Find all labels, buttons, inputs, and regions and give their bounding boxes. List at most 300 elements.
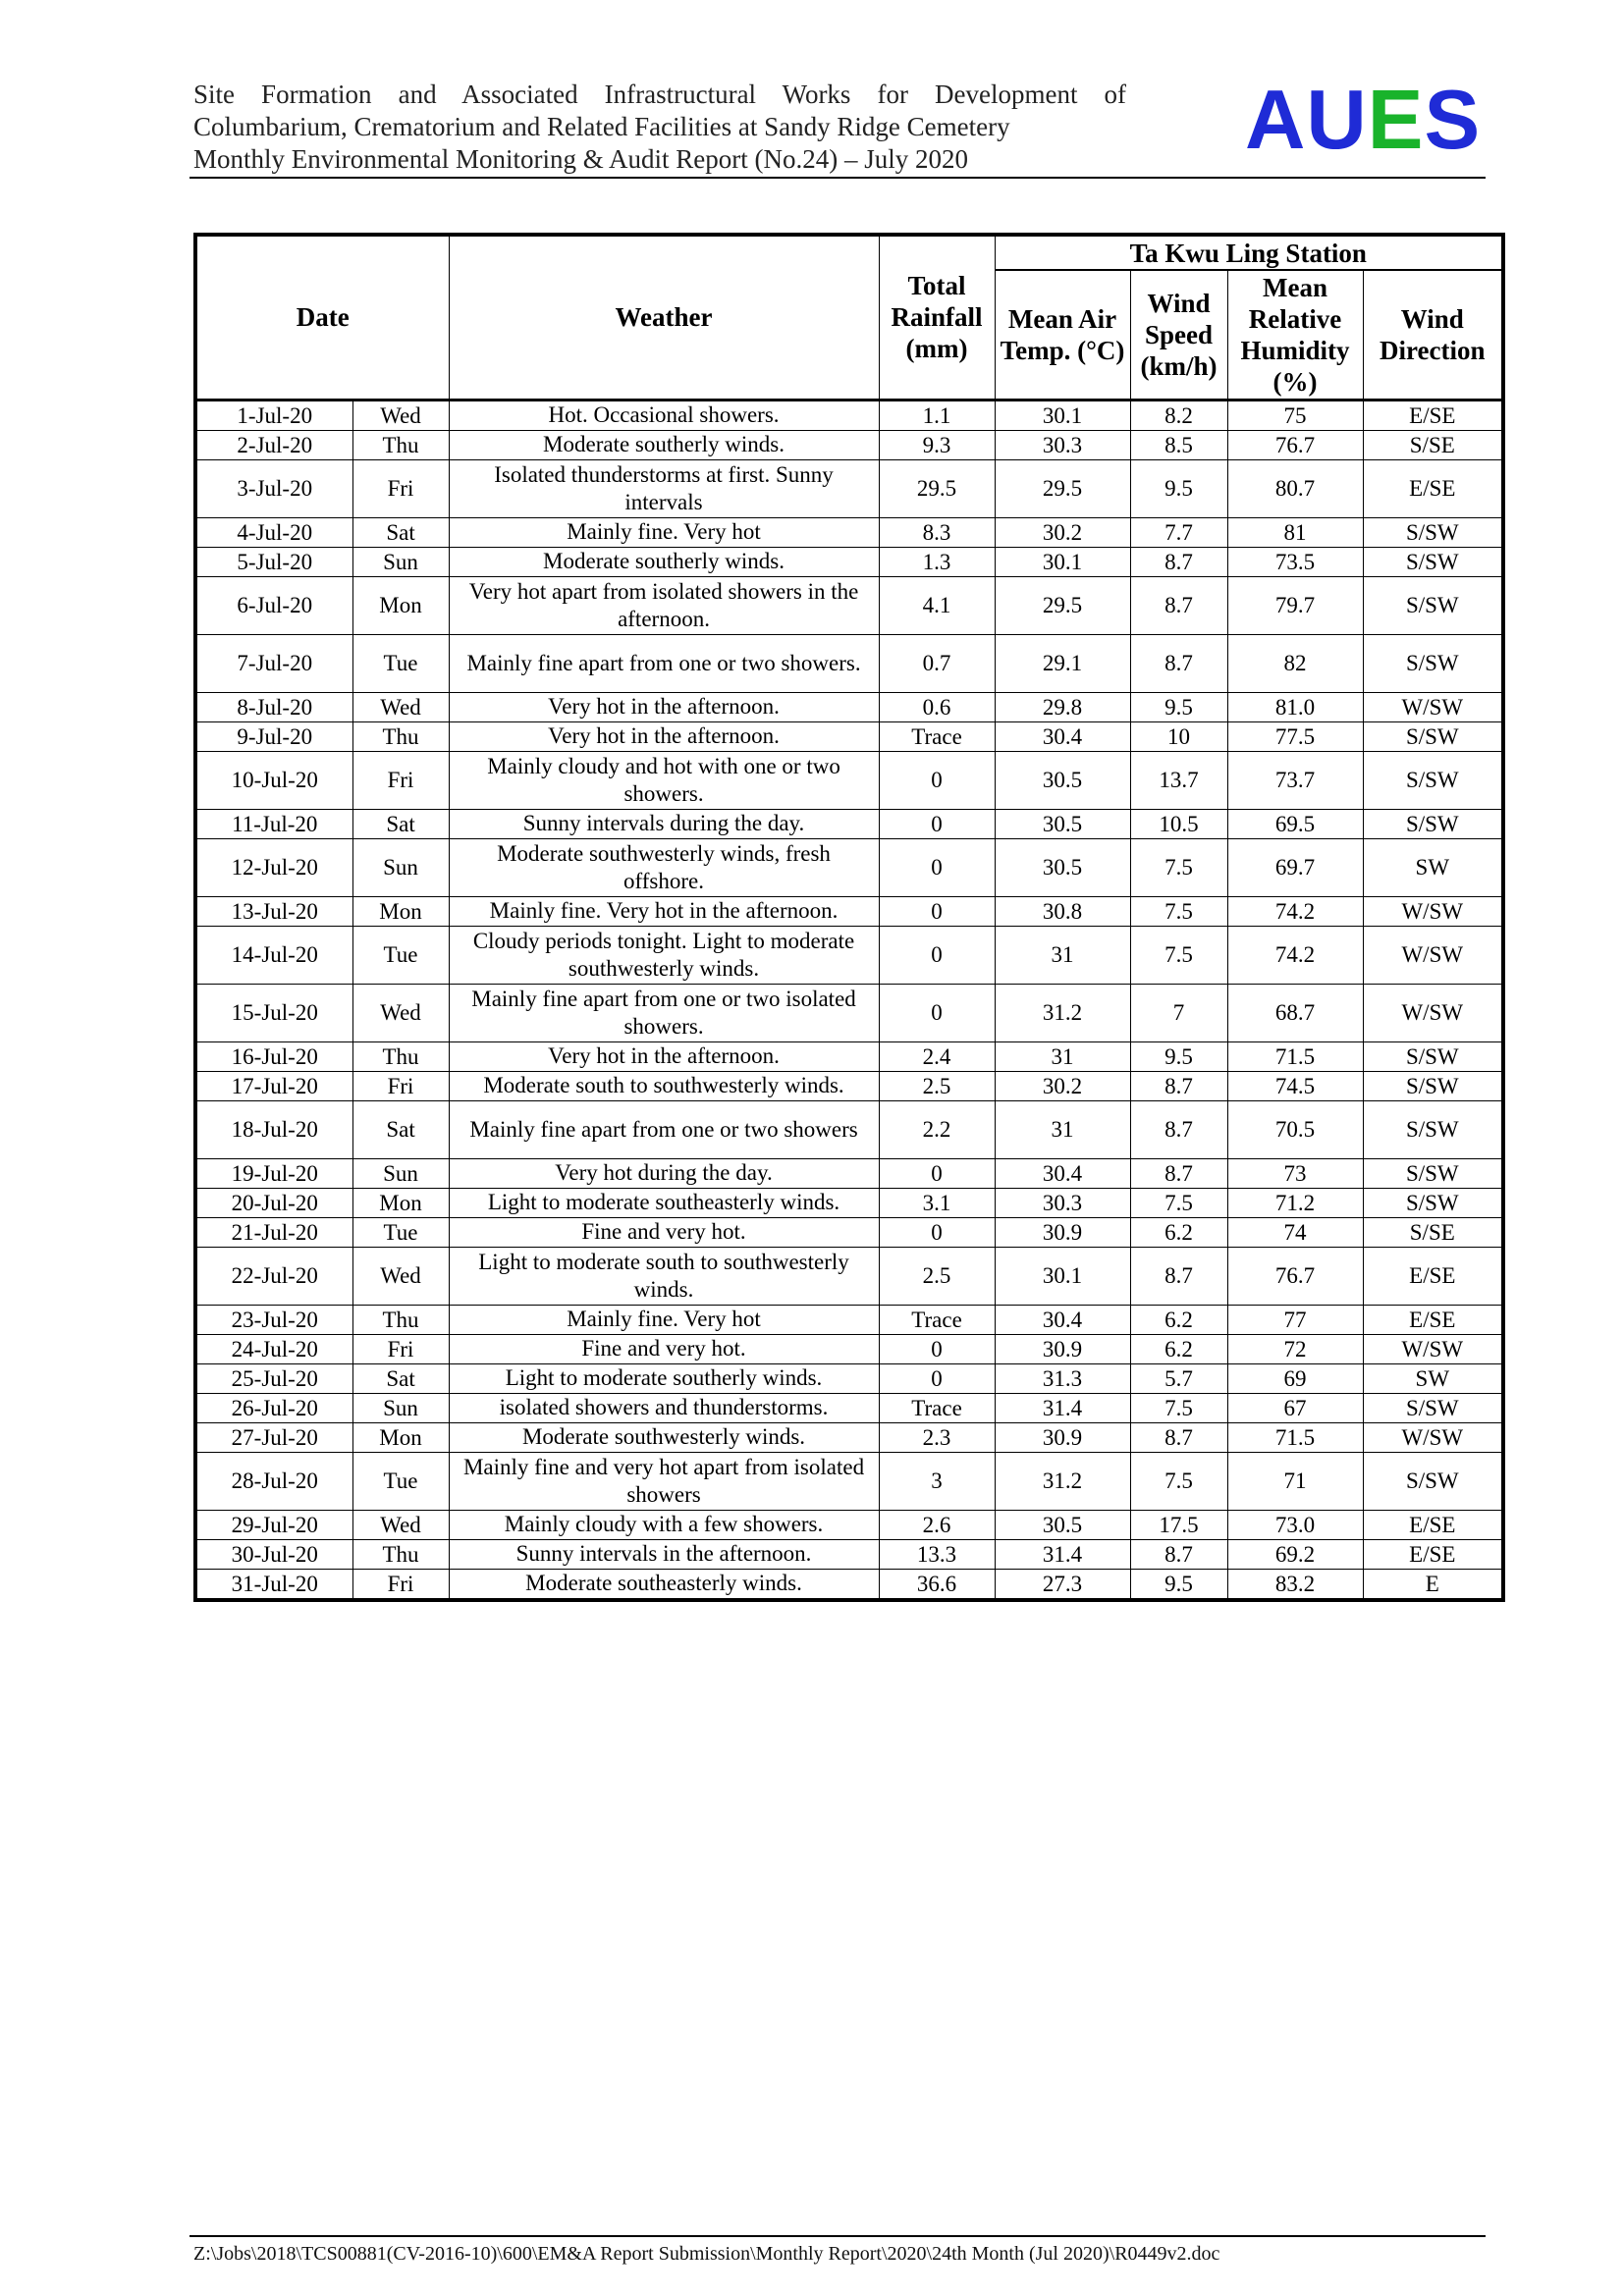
- table-row: [195, 1510, 1503, 1539]
- rainfall-cell: 0: [879, 926, 995, 984]
- table-row: [195, 1363, 1503, 1393]
- weather-cell: Mainly fine apart from one or two isolated showers.: [449, 984, 879, 1041]
- weather-table: [193, 233, 1505, 1602]
- date-cell: 3-Jul-20: [195, 459, 352, 517]
- temp-cell: 30.9: [995, 1334, 1130, 1363]
- humidity-cell: 71.2: [1227, 1188, 1363, 1217]
- table-row: [195, 721, 1503, 751]
- rainfall-cell: 0: [879, 984, 995, 1041]
- humidity-cell: 71: [1227, 1452, 1363, 1510]
- day-cell: Thu: [352, 721, 449, 751]
- wind-direction-cell: S/SW: [1363, 1452, 1503, 1510]
- table-row: [195, 517, 1503, 547]
- table-row: [195, 1217, 1503, 1247]
- temp-cell: 29.8: [995, 692, 1130, 721]
- weather-cell: Sunny intervals in the afternoon.: [449, 1539, 879, 1569]
- wind-speed-cell: 8.7: [1130, 1247, 1227, 1305]
- wind-direction-cell: E: [1363, 1569, 1503, 1600]
- wind-direction-cell: S/SW: [1363, 751, 1503, 809]
- table-row: [195, 1569, 1503, 1600]
- table-row: [195, 692, 1503, 721]
- header-weather: Weather: [449, 235, 879, 400]
- table-row: [195, 838, 1503, 896]
- table-row: [195, 896, 1503, 926]
- date-cell: 31-Jul-20: [195, 1569, 352, 1600]
- date-cell: 1-Jul-20: [195, 400, 352, 430]
- table-row: [195, 1041, 1503, 1071]
- humidity-cell: 74: [1227, 1217, 1363, 1247]
- humidity-cell: 73.5: [1227, 547, 1363, 576]
- temp-cell: 30.4: [995, 1158, 1130, 1188]
- wind-direction-cell: S/SW: [1363, 721, 1503, 751]
- weather-cell: Mainly fine. Very hot in the afternoon.: [449, 896, 879, 926]
- weather-cell: Light to moderate southerly winds.: [449, 1363, 879, 1393]
- wind-speed-cell: 9.5: [1130, 459, 1227, 517]
- wind-direction-cell: W/SW: [1363, 926, 1503, 984]
- date-cell: 30-Jul-20: [195, 1539, 352, 1569]
- humidity-cell: 70.5: [1227, 1100, 1363, 1158]
- wind-speed-cell: 8.5: [1130, 430, 1227, 459]
- day-cell: Fri: [352, 459, 449, 517]
- day-cell: Fri: [352, 1334, 449, 1363]
- wind-direction-cell: S/SW: [1363, 576, 1503, 634]
- temp-cell: 30.4: [995, 1305, 1130, 1334]
- temp-cell: 30.5: [995, 809, 1130, 838]
- day-cell: Fri: [352, 751, 449, 809]
- weather-cell: Mainly fine apart from one or two showers: [449, 1100, 879, 1158]
- table-row: [195, 751, 1503, 809]
- date-cell: 22-Jul-20: [195, 1247, 352, 1305]
- weather-cell: Very hot in the afternoon.: [449, 721, 879, 751]
- wind-direction-cell: S/SE: [1363, 430, 1503, 459]
- humidity-cell: 77: [1227, 1305, 1363, 1334]
- wind-speed-cell: 8.7: [1130, 1539, 1227, 1569]
- wind-speed-cell: 9.5: [1130, 692, 1227, 721]
- day-cell: Thu: [352, 1041, 449, 1071]
- table-row: [195, 1188, 1503, 1217]
- table-row: [195, 634, 1503, 692]
- temp-cell: 30.4: [995, 721, 1130, 751]
- day-cell: Thu: [352, 1539, 449, 1569]
- day-cell: Fri: [352, 1071, 449, 1100]
- temp-cell: 30.1: [995, 1247, 1130, 1305]
- header-temp: Mean Air Temp. (°C): [995, 270, 1130, 400]
- rainfall-cell: 13.3: [879, 1539, 995, 1569]
- date-cell: 26-Jul-20: [195, 1393, 352, 1422]
- header-date: Date: [195, 235, 449, 400]
- wind-speed-cell: 10: [1130, 721, 1227, 751]
- header-rainfall: Total Rainfall (mm): [879, 235, 995, 400]
- header-wind-direction: Wind Direction: [1363, 270, 1503, 400]
- date-cell: 29-Jul-20: [195, 1510, 352, 1539]
- footer-divider: [189, 2235, 1486, 2237]
- temp-cell: 31: [995, 1100, 1130, 1158]
- wind-speed-cell: 9.5: [1130, 1569, 1227, 1600]
- humidity-cell: 75: [1227, 400, 1363, 430]
- temp-cell: 30.5: [995, 751, 1130, 809]
- rainfall-cell: 4.1: [879, 576, 995, 634]
- wind-direction-cell: W/SW: [1363, 984, 1503, 1041]
- rainfall-cell: 1.1: [879, 400, 995, 430]
- day-cell: Tue: [352, 926, 449, 984]
- day-cell: Mon: [352, 576, 449, 634]
- humidity-cell: 76.7: [1227, 430, 1363, 459]
- weather-cell: Moderate southerly winds.: [449, 430, 879, 459]
- humidity-cell: 73: [1227, 1158, 1363, 1188]
- date-cell: 21-Jul-20: [195, 1217, 352, 1247]
- rainfall-cell: 2.5: [879, 1247, 995, 1305]
- rainfall-cell: Trace: [879, 721, 995, 751]
- temp-cell: 30.1: [995, 547, 1130, 576]
- date-cell: 28-Jul-20: [195, 1452, 352, 1510]
- humidity-cell: 82: [1227, 634, 1363, 692]
- date-cell: 20-Jul-20: [195, 1188, 352, 1217]
- wind-direction-cell: S/SW: [1363, 634, 1503, 692]
- weather-cell: Very hot during the day.: [449, 1158, 879, 1188]
- date-cell: 25-Jul-20: [195, 1363, 352, 1393]
- day-cell: Sun: [352, 838, 449, 896]
- date-cell: 27-Jul-20: [195, 1422, 352, 1452]
- temp-cell: 30.3: [995, 430, 1130, 459]
- humidity-cell: 69.5: [1227, 809, 1363, 838]
- date-cell: 4-Jul-20: [195, 517, 352, 547]
- wind-speed-cell: 8.7: [1130, 576, 1227, 634]
- wind-speed-cell: 13.7: [1130, 751, 1227, 809]
- day-cell: Sat: [352, 1100, 449, 1158]
- wind-direction-cell: SW: [1363, 1363, 1503, 1393]
- temp-cell: 30.2: [995, 517, 1130, 547]
- wind-speed-cell: 6.2: [1130, 1334, 1227, 1363]
- humidity-cell: 69.7: [1227, 838, 1363, 896]
- rainfall-cell: 2.3: [879, 1422, 995, 1452]
- logo-letter: E: [1367, 74, 1425, 167]
- weather-cell: Fine and very hot.: [449, 1334, 879, 1363]
- temp-cell: 27.3: [995, 1569, 1130, 1600]
- humidity-cell: 81.0: [1227, 692, 1363, 721]
- table-row: [195, 1393, 1503, 1422]
- rainfall-cell: 36.6: [879, 1569, 995, 1600]
- wind-direction-cell: W/SW: [1363, 1334, 1503, 1363]
- wind-direction-cell: E/SE: [1363, 1510, 1503, 1539]
- header-line-3: Monthly Environmental Monitoring & Audit Report (No.24) – July 2020: [193, 144, 968, 174]
- day-cell: Sun: [352, 547, 449, 576]
- weather-table-body: [195, 400, 1503, 1600]
- humidity-cell: 80.7: [1227, 459, 1363, 517]
- day-cell: Wed: [352, 400, 449, 430]
- wind-direction-cell: S/SW: [1363, 517, 1503, 547]
- date-cell: 23-Jul-20: [195, 1305, 352, 1334]
- rainfall-cell: 29.5: [879, 459, 995, 517]
- date-cell: 11-Jul-20: [195, 809, 352, 838]
- wind-direction-cell: W/SW: [1363, 1422, 1503, 1452]
- weather-cell: Moderate southerly winds.: [449, 547, 879, 576]
- day-cell: Mon: [352, 896, 449, 926]
- table-row: [195, 1452, 1503, 1510]
- weather-cell: Moderate south to southwesterly winds.: [449, 1071, 879, 1100]
- table-row: [195, 1334, 1503, 1363]
- rainfall-cell: 0.6: [879, 692, 995, 721]
- rainfall-cell: 0: [879, 896, 995, 926]
- wind-speed-cell: 7.5: [1130, 896, 1227, 926]
- rainfall-cell: Trace: [879, 1305, 995, 1334]
- date-cell: 16-Jul-20: [195, 1041, 352, 1071]
- weather-cell: Mainly fine. Very hot: [449, 1305, 879, 1334]
- header-divider: [189, 177, 1486, 179]
- day-cell: Tue: [352, 634, 449, 692]
- logo-letter: U: [1306, 74, 1368, 167]
- weather-cell: Moderate southwesterly winds.: [449, 1422, 879, 1452]
- table-row: [195, 926, 1503, 984]
- wind-direction-cell: S/SW: [1363, 1188, 1503, 1217]
- humidity-cell: 76.7: [1227, 1247, 1363, 1305]
- day-cell: Tue: [352, 1217, 449, 1247]
- day-cell: Fri: [352, 1569, 449, 1600]
- wind-speed-cell: 9.5: [1130, 1041, 1227, 1071]
- day-cell: Sat: [352, 517, 449, 547]
- wind-direction-cell: E/SE: [1363, 400, 1503, 430]
- temp-cell: 31: [995, 926, 1130, 984]
- wind-speed-cell: 8.7: [1130, 634, 1227, 692]
- aues-logo: [1245, 74, 1482, 167]
- table-row: [195, 1305, 1503, 1334]
- date-cell: 2-Jul-20: [195, 430, 352, 459]
- weather-cell: Light to moderate south to southwesterly winds.: [449, 1247, 879, 1305]
- day-cell: Wed: [352, 984, 449, 1041]
- weather-cell: Mainly cloudy with a few showers.: [449, 1510, 879, 1539]
- temp-cell: 31.4: [995, 1393, 1130, 1422]
- header-line-2: Columbarium, Crematorium and Related Facilities at Sandy Ridge Cemetery: [193, 112, 1010, 141]
- wind-speed-cell: 8.7: [1130, 1100, 1227, 1158]
- date-cell: 7-Jul-20: [195, 634, 352, 692]
- humidity-cell: 69: [1227, 1363, 1363, 1393]
- table-row: [195, 1158, 1503, 1188]
- humidity-cell: 74.2: [1227, 926, 1363, 984]
- logo-letter: S: [1424, 74, 1482, 167]
- weather-cell: Moderate southwesterly winds, fresh offshore.: [449, 838, 879, 896]
- wind-direction-cell: S/SW: [1363, 1071, 1503, 1100]
- wind-direction-cell: S/SW: [1363, 1393, 1503, 1422]
- weather-cell: Mainly fine. Very hot: [449, 517, 879, 547]
- wind-speed-cell: 17.5: [1130, 1510, 1227, 1539]
- wind-direction-cell: S/SW: [1363, 1041, 1503, 1071]
- day-cell: Wed: [352, 692, 449, 721]
- rainfall-cell: Trace: [879, 1393, 995, 1422]
- day-cell: Tue: [352, 1452, 449, 1510]
- rainfall-cell: 0: [879, 1363, 995, 1393]
- table-row: [195, 1247, 1503, 1305]
- day-cell: Sat: [352, 809, 449, 838]
- report-header: [193, 79, 1126, 176]
- header-station: Ta Kwu Ling Station: [995, 235, 1503, 270]
- rainfall-cell: 0: [879, 1334, 995, 1363]
- wind-speed-cell: 8.7: [1130, 547, 1227, 576]
- date-cell: 10-Jul-20: [195, 751, 352, 809]
- date-cell: 18-Jul-20: [195, 1100, 352, 1158]
- temp-cell: 30.8: [995, 896, 1130, 926]
- date-cell: 5-Jul-20: [195, 547, 352, 576]
- date-cell: 24-Jul-20: [195, 1334, 352, 1363]
- rainfall-cell: 8.3: [879, 517, 995, 547]
- table-row: [195, 459, 1503, 517]
- day-cell: Wed: [352, 1247, 449, 1305]
- temp-cell: 30.3: [995, 1188, 1130, 1217]
- rainfall-cell: 2.4: [879, 1041, 995, 1071]
- wind-speed-cell: 7.5: [1130, 1452, 1227, 1510]
- temp-cell: 31.2: [995, 1452, 1130, 1510]
- weather-cell: Mainly fine apart from one or two showers.: [449, 634, 879, 692]
- date-cell: 9-Jul-20: [195, 721, 352, 751]
- table-row: [195, 809, 1503, 838]
- temp-cell: 30.9: [995, 1217, 1130, 1247]
- table-row: [195, 1100, 1503, 1158]
- weather-cell: Hot. Occasional showers.: [449, 400, 879, 430]
- temp-cell: 31.4: [995, 1539, 1130, 1569]
- wind-direction-cell: S/SW: [1363, 547, 1503, 576]
- wind-direction-cell: S/SW: [1363, 1158, 1503, 1188]
- day-cell: Mon: [352, 1422, 449, 1452]
- wind-speed-cell: 8.7: [1130, 1071, 1227, 1100]
- weather-cell: Very hot in the afternoon.: [449, 1041, 879, 1071]
- temp-cell: 29.5: [995, 576, 1130, 634]
- weather-cell: Mainly cloudy and hot with one or two showers.: [449, 751, 879, 809]
- humidity-cell: 77.5: [1227, 721, 1363, 751]
- temp-cell: 30.5: [995, 1510, 1130, 1539]
- weather-cell: isolated showers and thunderstorms.: [449, 1393, 879, 1422]
- weather-cell: Moderate southeasterly winds.: [449, 1569, 879, 1600]
- rainfall-cell: 0: [879, 1217, 995, 1247]
- rainfall-cell: 2.5: [879, 1071, 995, 1100]
- humidity-cell: 83.2: [1227, 1569, 1363, 1600]
- table-row: [195, 430, 1503, 459]
- wind-direction-cell: E/SE: [1363, 1305, 1503, 1334]
- rainfall-cell: 2.2: [879, 1100, 995, 1158]
- wind-speed-cell: 6.2: [1130, 1305, 1227, 1334]
- rainfall-cell: 0.7: [879, 634, 995, 692]
- temp-cell: 30.9: [995, 1422, 1130, 1452]
- humidity-cell: 67: [1227, 1393, 1363, 1422]
- humidity-cell: 71.5: [1227, 1422, 1363, 1452]
- wind-direction-cell: S/SW: [1363, 809, 1503, 838]
- wind-direction-cell: W/SW: [1363, 896, 1503, 926]
- humidity-cell: 81: [1227, 517, 1363, 547]
- wind-direction-cell: E/SE: [1363, 459, 1503, 517]
- humidity-cell: 68.7: [1227, 984, 1363, 1041]
- wind-speed-cell: 7.5: [1130, 1393, 1227, 1422]
- date-cell: 14-Jul-20: [195, 926, 352, 984]
- wind-speed-cell: 7.5: [1130, 926, 1227, 984]
- humidity-cell: 73.7: [1227, 751, 1363, 809]
- temp-cell: 30.5: [995, 838, 1130, 896]
- rainfall-cell: 2.6: [879, 1510, 995, 1539]
- date-cell: 13-Jul-20: [195, 896, 352, 926]
- rainfall-cell: 1.3: [879, 547, 995, 576]
- table-row: [195, 1422, 1503, 1452]
- wind-direction-cell: E/SE: [1363, 1539, 1503, 1569]
- date-cell: 6-Jul-20: [195, 576, 352, 634]
- wind-speed-cell: 5.7: [1130, 1363, 1227, 1393]
- table-row: [195, 1071, 1503, 1100]
- humidity-cell: 74.5: [1227, 1071, 1363, 1100]
- day-cell: Wed: [352, 1510, 449, 1539]
- temp-cell: 30.2: [995, 1071, 1130, 1100]
- day-cell: Sun: [352, 1393, 449, 1422]
- day-cell: Thu: [352, 430, 449, 459]
- weather-cell: Fine and very hot.: [449, 1217, 879, 1247]
- rainfall-cell: 9.3: [879, 430, 995, 459]
- wind-speed-cell: 8.2: [1130, 400, 1227, 430]
- rainfall-cell: 3: [879, 1452, 995, 1510]
- weather-cell: Very hot apart from isolated showers in the afternoon.: [449, 576, 879, 634]
- wind-speed-cell: 7.5: [1130, 838, 1227, 896]
- weather-cell: Isolated thunderstorms at first. Sunny intervals: [449, 459, 879, 517]
- header-wind-speed: Wind Speed (km/h): [1130, 270, 1227, 400]
- date-cell: 8-Jul-20: [195, 692, 352, 721]
- date-cell: 17-Jul-20: [195, 1071, 352, 1100]
- header-line-1: Site Formation and Associated Infrastructural Works for Development of: [193, 80, 1126, 109]
- wind-direction-cell: E/SE: [1363, 1247, 1503, 1305]
- wind-speed-cell: 8.7: [1130, 1158, 1227, 1188]
- wind-direction-cell: S/SE: [1363, 1217, 1503, 1247]
- humidity-cell: 72: [1227, 1334, 1363, 1363]
- footer-file-path: Z:\Jobs\2018\TCS00881(CV-2016-10)\600\EM&A Report Submission\Monthly Report\2020\24th Month (Jul 2020)\R0449v2.doc: [193, 2243, 1220, 2265]
- wind-speed-cell: 7: [1130, 984, 1227, 1041]
- wind-speed-cell: 10.5: [1130, 809, 1227, 838]
- table-row: [195, 547, 1503, 576]
- day-cell: Sat: [352, 1363, 449, 1393]
- temp-cell: 31.3: [995, 1363, 1130, 1393]
- wind-direction-cell: SW: [1363, 838, 1503, 896]
- rainfall-cell: 3.1: [879, 1188, 995, 1217]
- wind-speed-cell: 8.7: [1130, 1422, 1227, 1452]
- table-row: [195, 576, 1503, 634]
- rainfall-cell: 0: [879, 751, 995, 809]
- weather-cell: Sunny intervals during the day.: [449, 809, 879, 838]
- wind-direction-cell: S/SW: [1363, 1100, 1503, 1158]
- date-cell: 19-Jul-20: [195, 1158, 352, 1188]
- temp-cell: 31: [995, 1041, 1130, 1071]
- rainfall-cell: 0: [879, 1158, 995, 1188]
- rainfall-cell: 0: [879, 809, 995, 838]
- humidity-cell: 71.5: [1227, 1041, 1363, 1071]
- date-cell: 12-Jul-20: [195, 838, 352, 896]
- logo-letter: A: [1245, 74, 1307, 167]
- day-cell: Mon: [352, 1188, 449, 1217]
- humidity-cell: 74.2: [1227, 896, 1363, 926]
- temp-cell: 30.1: [995, 400, 1130, 430]
- weather-cell: Mainly fine and very hot apart from isolated showers: [449, 1452, 879, 1510]
- day-cell: Sun: [352, 1158, 449, 1188]
- temp-cell: 29.1: [995, 634, 1130, 692]
- weather-cell: Light to moderate southeasterly winds.: [449, 1188, 879, 1217]
- humidity-cell: 79.7: [1227, 576, 1363, 634]
- weather-cell: Cloudy periods tonight. Light to moderate southwesterly winds.: [449, 926, 879, 984]
- wind-speed-cell: 7.5: [1130, 1188, 1227, 1217]
- table-row: [195, 400, 1503, 430]
- wind-speed-cell: 6.2: [1130, 1217, 1227, 1247]
- temp-cell: 31.2: [995, 984, 1130, 1041]
- day-cell: Thu: [352, 1305, 449, 1334]
- header-humidity: Mean Relative Humidity (%): [1227, 270, 1363, 400]
- humidity-cell: 69.2: [1227, 1539, 1363, 1569]
- table-row: [195, 984, 1503, 1041]
- weather-cell: Very hot in the afternoon.: [449, 692, 879, 721]
- temp-cell: 29.5: [995, 459, 1130, 517]
- humidity-cell: 73.0: [1227, 1510, 1363, 1539]
- table-row: [195, 1539, 1503, 1569]
- rainfall-cell: 0: [879, 838, 995, 896]
- wind-speed-cell: 7.7: [1130, 517, 1227, 547]
- date-cell: 15-Jul-20: [195, 984, 352, 1041]
